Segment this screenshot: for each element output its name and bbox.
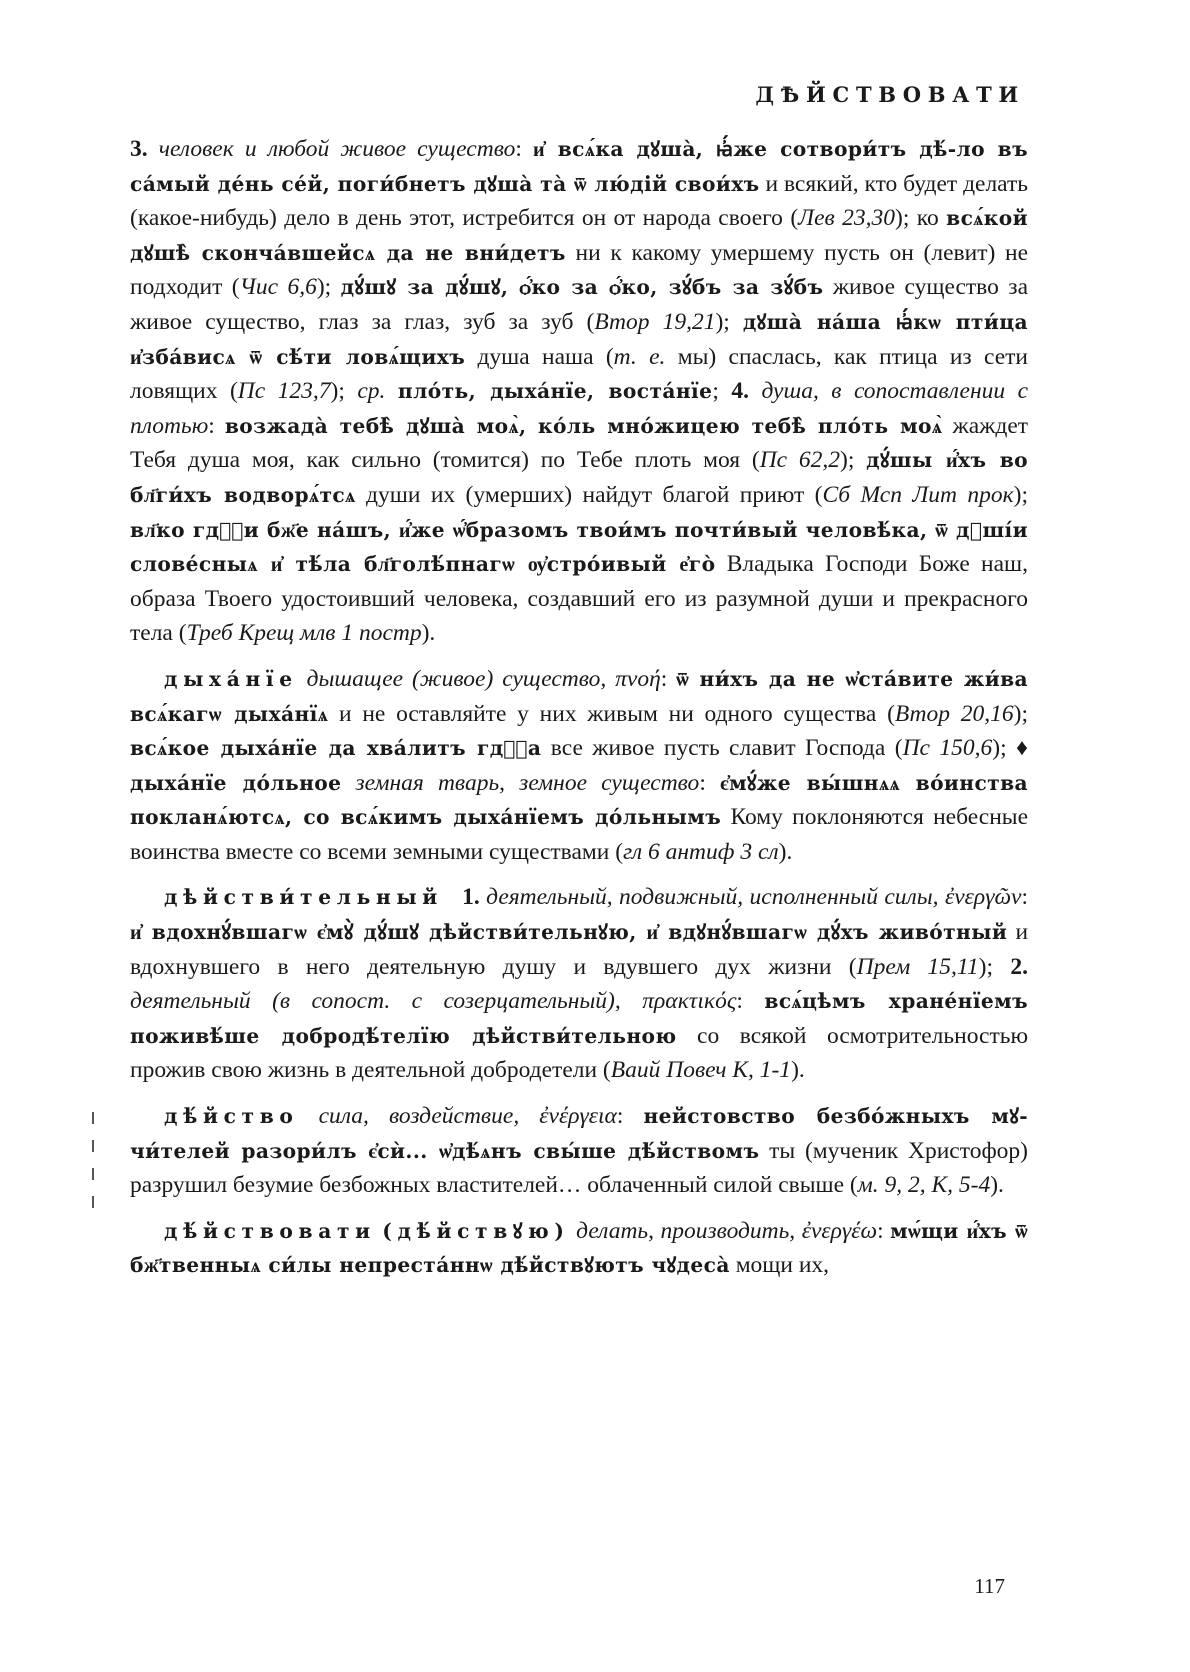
definition: сила, воздействие, — [318, 1103, 520, 1130]
translation: со всякой осмотрительностью прожив свою жизнь в деятельной добродетели ( — [130, 1022, 1028, 1084]
headword: дѣйстви́тельный — [164, 885, 443, 910]
phrase: дыха́нїе до́льное — [130, 770, 342, 795]
definition: дышащее (живое) существо, — [306, 665, 607, 692]
cross-reference-label: ср. — [357, 378, 386, 405]
greek-equivalent: ἐνέργεια — [539, 1103, 617, 1130]
reference: Сб Мсп Лит прок — [822, 481, 1014, 508]
definition: делать, производить, — [576, 1217, 796, 1244]
definition: земная тварь, земное существо — [355, 769, 700, 796]
reference: Пс 62,2 — [759, 447, 841, 474]
margin-mark — [92, 1140, 94, 1152]
church-slavonic-quote: дꙋ́шꙋ за дꙋ́шꙋ, ѻ҆́ко за ѻ҆́ко, зꙋ́бъ за зꙋ́бъ — [340, 275, 824, 300]
translation: живое существо за живое существо, глаз за глаз, зуб за зуб ( — [130, 274, 1029, 335]
church-slavonic-quote: всѧ́кой дꙋшѣ̀ сконча́вшейсѧ да не вни́детъ — [130, 206, 1028, 265]
translation: ). — [990, 1172, 1004, 1199]
reference: Втор 20,16 — [894, 700, 1014, 727]
reference: Втор 19,21 — [594, 308, 716, 335]
translation: ); — [330, 378, 345, 405]
translation: ты (мученик Христофор) разрушил безумие безбожных властителей… облаченный силой свыше ( — [130, 1137, 1028, 1199]
dictionary-entry: дыха́нїе дышащее (живое) существо, πνοή: ѿ ни́хъ да не ѡ҆ста́вите жи́ва всѧ́кагѡ дыха́нїѧ и не оставляйте у них живым ни одного существа (Втор 20,16); всѧ́кое дыха́нїе да хва́литъ гдⷭ҇а все живое пусть славит Господа (Пс 150,6); ♦ дыха́нїе до́льное земная тварь, земное существо: є҆мꙋ́же вы́шнѧѧ во́инства покланѧ́ютсѧ, со всѧ́кимъ дыха́нїемъ до́льнымъ Кому поклоняются небесные воинства вместе со всеми земными существами (гл 6 антиф 3 сл). — [130, 665, 1029, 865]
definition: человек и любой живое существо — [158, 136, 516, 162]
headword: дѣ́йство — [164, 1104, 299, 1129]
church-slavonic-quote: и҆ вдохнꙋ́вшагѡ є҆мꙋ̀ дꙋ́шꙋ дѣйстви́тельнꙋю, и҆ вдꙋнꙋ́вшагѡ дꙋ́хъ живо́тный — [130, 920, 1008, 945]
reference: Лев 23,30 — [798, 205, 895, 232]
church-slavonic-quote: возжада̀ тебѣ̀ дꙋша̀ моѧ̀, ко́ль мно́жицею тебѣ̀ пло́ть моѧ̀ — [224, 413, 943, 438]
running-head: ДѢЙСТВОВАТИ — [755, 82, 1025, 107]
margin-mark — [92, 1168, 94, 1180]
dictionary-entry: дѣйстви́тельный 1. деятельный, подвижный, исполненный силы, ἐνεργῶν: и҆ вдохнꙋ́вшагѡ є҆мꙋ̀ дꙋ́шꙋ дѣйстви́тельнꙋю, и҆ вдꙋнꙋ́вшагѡ дꙋ́хъ живо́тный и вдохнувшего в него деятельную душу и вдувшего дух жизни (Прем 15,11); 2. деятельный (в сопост. с созерцательный), πρακτικός: всѧ́цѣмъ хране́нїемъ поживѣ́ше добродѣ́телїю дѣйстви́тельною со всякой осмотрительностью прожив свою жизнь в деятельной добродетели (Ваий Повеч К, 1-1). — [130, 884, 1029, 1084]
greek-equivalent: πρακτικός — [642, 988, 737, 1015]
translation: и всякий, кто будет делать (какое-нибудь) дело в день этот, истребится он от народа своего ( — [130, 170, 1028, 232]
margin-marks — [92, 1112, 100, 1224]
sense-number: 4. — [731, 378, 749, 405]
church-slavonic-quote: ѿ ни́хъ да не ѡ҆ста́вите жи́ва всѧ́кагѡ дыха́нїѧ — [130, 666, 1029, 726]
definition: душа, в сопоставлении с плотью — [130, 378, 1029, 439]
church-slavonic-quote: всѧ́цѣмъ хране́нїемъ поживѣ́ше добродѣ́телїю дѣйстви́тельною — [130, 989, 1029, 1048]
church-slavonic-quote: вл҃ко гдⷭ҇и бж҃е на́шъ, и҆́же ѡ҆́бразомъ твои́мъ почти́вый человѣ́ка, ѿ дꙋші́и слове́сныѧ и҆ тѣ́ла бл҃голѣ́пнагѡ ѹ҆стро́ивый е҆го̀ — [130, 517, 1028, 577]
reference: Чис 6,6 — [239, 274, 317, 301]
translation: Владыка Господи Боже наш, образа Твоего удостоивший человека, создавший его из разумной души и прекрасного тела ( — [130, 551, 1029, 647]
translation: души их (умерших) найдут благой приют ( — [366, 481, 823, 508]
headword: дѣ́йствовати — [164, 1218, 376, 1243]
headword: дыха́нїе — [164, 666, 298, 691]
headword-form: (дѣ́йствꙋю) — [382, 1218, 570, 1243]
punctuation: ; — [712, 378, 719, 405]
translation: Кому поклоняются небесные воинства вместе со всеми земными существами ( — [130, 804, 1028, 865]
margin-mark — [92, 1196, 94, 1208]
reference: Пс 150,6 — [902, 735, 993, 762]
reference: Прем 15,11 — [856, 953, 979, 980]
sense-number: 3. — [130, 136, 148, 162]
translation: ); — [1013, 481, 1028, 508]
dictionary-entry: дѣ́йствовати (дѣ́йствꙋю) делать, производить, ἐνεργέω: мѡ́щи и҆́хъ ѿ бж҃твенныѧ си́лы непреста́ннѡ дѣ́йствꙋютъ чꙋдеса̀ мощи их, — [130, 1217, 1029, 1279]
translation: ); — [316, 274, 332, 301]
entry-continuation: 3. человек и любой живое существо: и҆ всѧ́ка дꙋша̀, ꙗ҆́же сотвори́тъ дѣ́-ло въ са́мый де́нь се́й, поги́бнетъ дꙋша̀ та̀ ѿ лю́дій свои́хъ и всякий, кто будет делать (какое-нибудь) дело в день этот, истребится он от народа своего (Лев 23,30); ко всѧ́кой дꙋшѣ̀ сконча́вшейсѧ да не вни́детъ ни к какому умершему пусть он (левит) не подходит (Чис 6,6); дꙋ́шꙋ за дꙋ́шꙋ, ѻ҆́ко за ѻ҆́ко, зꙋ́бъ за зꙋ́бъ живое существо за живое существо, глаз за глаз, зуб за зуб (Втор 19,21); дꙋша̀ на́ша ꙗ҆́кѡ пти́ца и҆зба́висѧ ѿ сѣ́ти ловѧ́щихъ душа наша (т. е. мы) спаслась, как птица из сети ловящих (Пс 123,7); ср. пло́ть, дыха́нїе, воста́нїе; 4. душа, в сопоставлении с плотью: возжада̀ тебѣ̀ дꙋша̀ моѧ̀, ко́ль мно́жицею тебѣ̀ пло́ть моѧ̀ жаждет Тебя душа моя, как сильно (томится) по Тебе плоть моя (Пс 62,2); дꙋ́шы и҆́хъ во бл҃ги́хъ водворѧ́тсѧ души их (умерших) найдут благой приют (Сб Мсп Лит прок); вл҃ко гдⷭ҇и бж҃е на́шъ, и҆́же ѡ҆́бразомъ твои́мъ почти́вый человѣ́ка, ѿ дꙋші́и слове́сныѧ и҆ тѣ́ла бл҃голѣ́пнагѡ ѹ҆стро́ивый е҆го̀ Владыка Господи Боже наш, образа Твоего удостоивший человека, создавший его из разумной души и прекрасного тела (Треб Крещ млв 1 постр). — [130, 136, 1029, 647]
reference: Треб Крещ млв 1 постр — [186, 620, 422, 647]
translation: ). — [421, 620, 436, 647]
translation: ); — [992, 735, 1007, 762]
cross-reference: пло́ть, дыха́нїе, воста́нїе — [397, 379, 713, 404]
dictionary-text — [130, 132, 1028, 1283]
reference: Ваий Повеч К, 1-1 — [610, 1057, 792, 1084]
translation: все живое пусть славит Господа ( — [550, 735, 903, 762]
definition: деятельный (в сопост. с созерцательный), — [130, 988, 621, 1015]
sense-number: 1. — [462, 884, 480, 911]
reference: м. 9, 2, К, 5-4 — [857, 1172, 991, 1199]
church-slavonic-quote: и҆ всѧ́ка дꙋша̀, ꙗ҆́же сотвори́тъ дѣ́-ло въ са́мый де́нь се́й, поги́бнетъ дꙋша̀ та̀ ѿ лю́дій свои́хъ — [130, 137, 1028, 196]
diamond-marker: ♦ — [1016, 735, 1029, 762]
translation: мощи их, — [735, 1252, 830, 1279]
translation: ). — [778, 838, 793, 865]
translation: ); — [978, 953, 994, 980]
greek-equivalent: ἐνεργῶν — [944, 884, 1022, 911]
church-slavonic-quote: нейстовство безбо́жныхъ мꙋ-чи́телей разори́лъ є҆сѝ... ѡ҆дѣ́ѧнъ свы́ше дѣ́йствомъ — [130, 1104, 1029, 1163]
translation: и вдохнувшего в него деятельную душу и вдувшего дух жизни ( — [130, 919, 1029, 980]
church-slavonic-quote: дꙋша̀ на́ша ꙗ҆́кѡ пти́ца и҆зба́висѧ ѿ сѣ́ти ловѧ́щихъ — [130, 309, 1028, 369]
reference: Пс 123,7 — [237, 378, 331, 405]
translation: душа наша ( — [477, 343, 614, 370]
reference: гл 6 антиф 3 сл — [623, 838, 779, 865]
church-slavonic-quote: є҆мꙋ́же вы́шнѧѧ во́инства покланѧ́ютсѧ, со всѧ́кимъ дыха́нїемъ до́льнымъ — [130, 770, 1029, 830]
sense-number: 2. — [1010, 953, 1028, 980]
translation: ни к какому умершему пусть он (левит) не подходит ( — [130, 239, 1028, 301]
translation: ); — [1013, 700, 1028, 727]
abbreviation: т. е. — [613, 343, 666, 370]
translation: жаждет Тебя душа моя, как сильно (томится) по Тебе плоть моя ( — [130, 412, 1029, 474]
margin-mark — [92, 1112, 94, 1124]
translation: ). — [791, 1057, 805, 1084]
greek-equivalent: ἐνεργέω — [801, 1217, 878, 1244]
page-number: 117 — [974, 1574, 1005, 1598]
church-slavonic-quote: дꙋ́шы и҆́хъ во бл҃ги́хъ водворѧ́тсѧ — [130, 448, 1028, 507]
church-slavonic-quote: всѧ́кое дыха́нїе да хва́литъ гдⷭ҇а — [130, 736, 542, 761]
definition: деятельный, подвижный, исполненный силы, — [486, 884, 939, 911]
greek-equivalent: πνοή — [615, 665, 661, 692]
translation: и не оставляйте у них живым ни одного существа ( — [339, 700, 895, 727]
translation: ); — [840, 447, 855, 474]
dictionary-entry: дѣ́йство сила, воздействие, ἐνέργεια: нейстовство безбо́жныхъ мꙋ-чи́телей разори́лъ є҆сѝ... ѡ҆дѣ́ѧнъ свы́ше дѣ́йствомъ ты (мученик Христофор) разрушил безумие безбожных властителей… облаченный силой свыше (м. 9, 2, К, 5-4). — [130, 1103, 1029, 1199]
translation: мы) спаслась, как птица из сети ловящих ( — [130, 343, 1028, 405]
translation: ); — [715, 308, 730, 335]
translation: ); ко — [895, 205, 939, 232]
church-slavonic-quote: мѡ́щи и҆́хъ ѿ бж҃твенныѧ си́лы непреста́ннѡ дѣ́йствꙋютъ чꙋдеса̀ — [130, 1218, 1029, 1278]
